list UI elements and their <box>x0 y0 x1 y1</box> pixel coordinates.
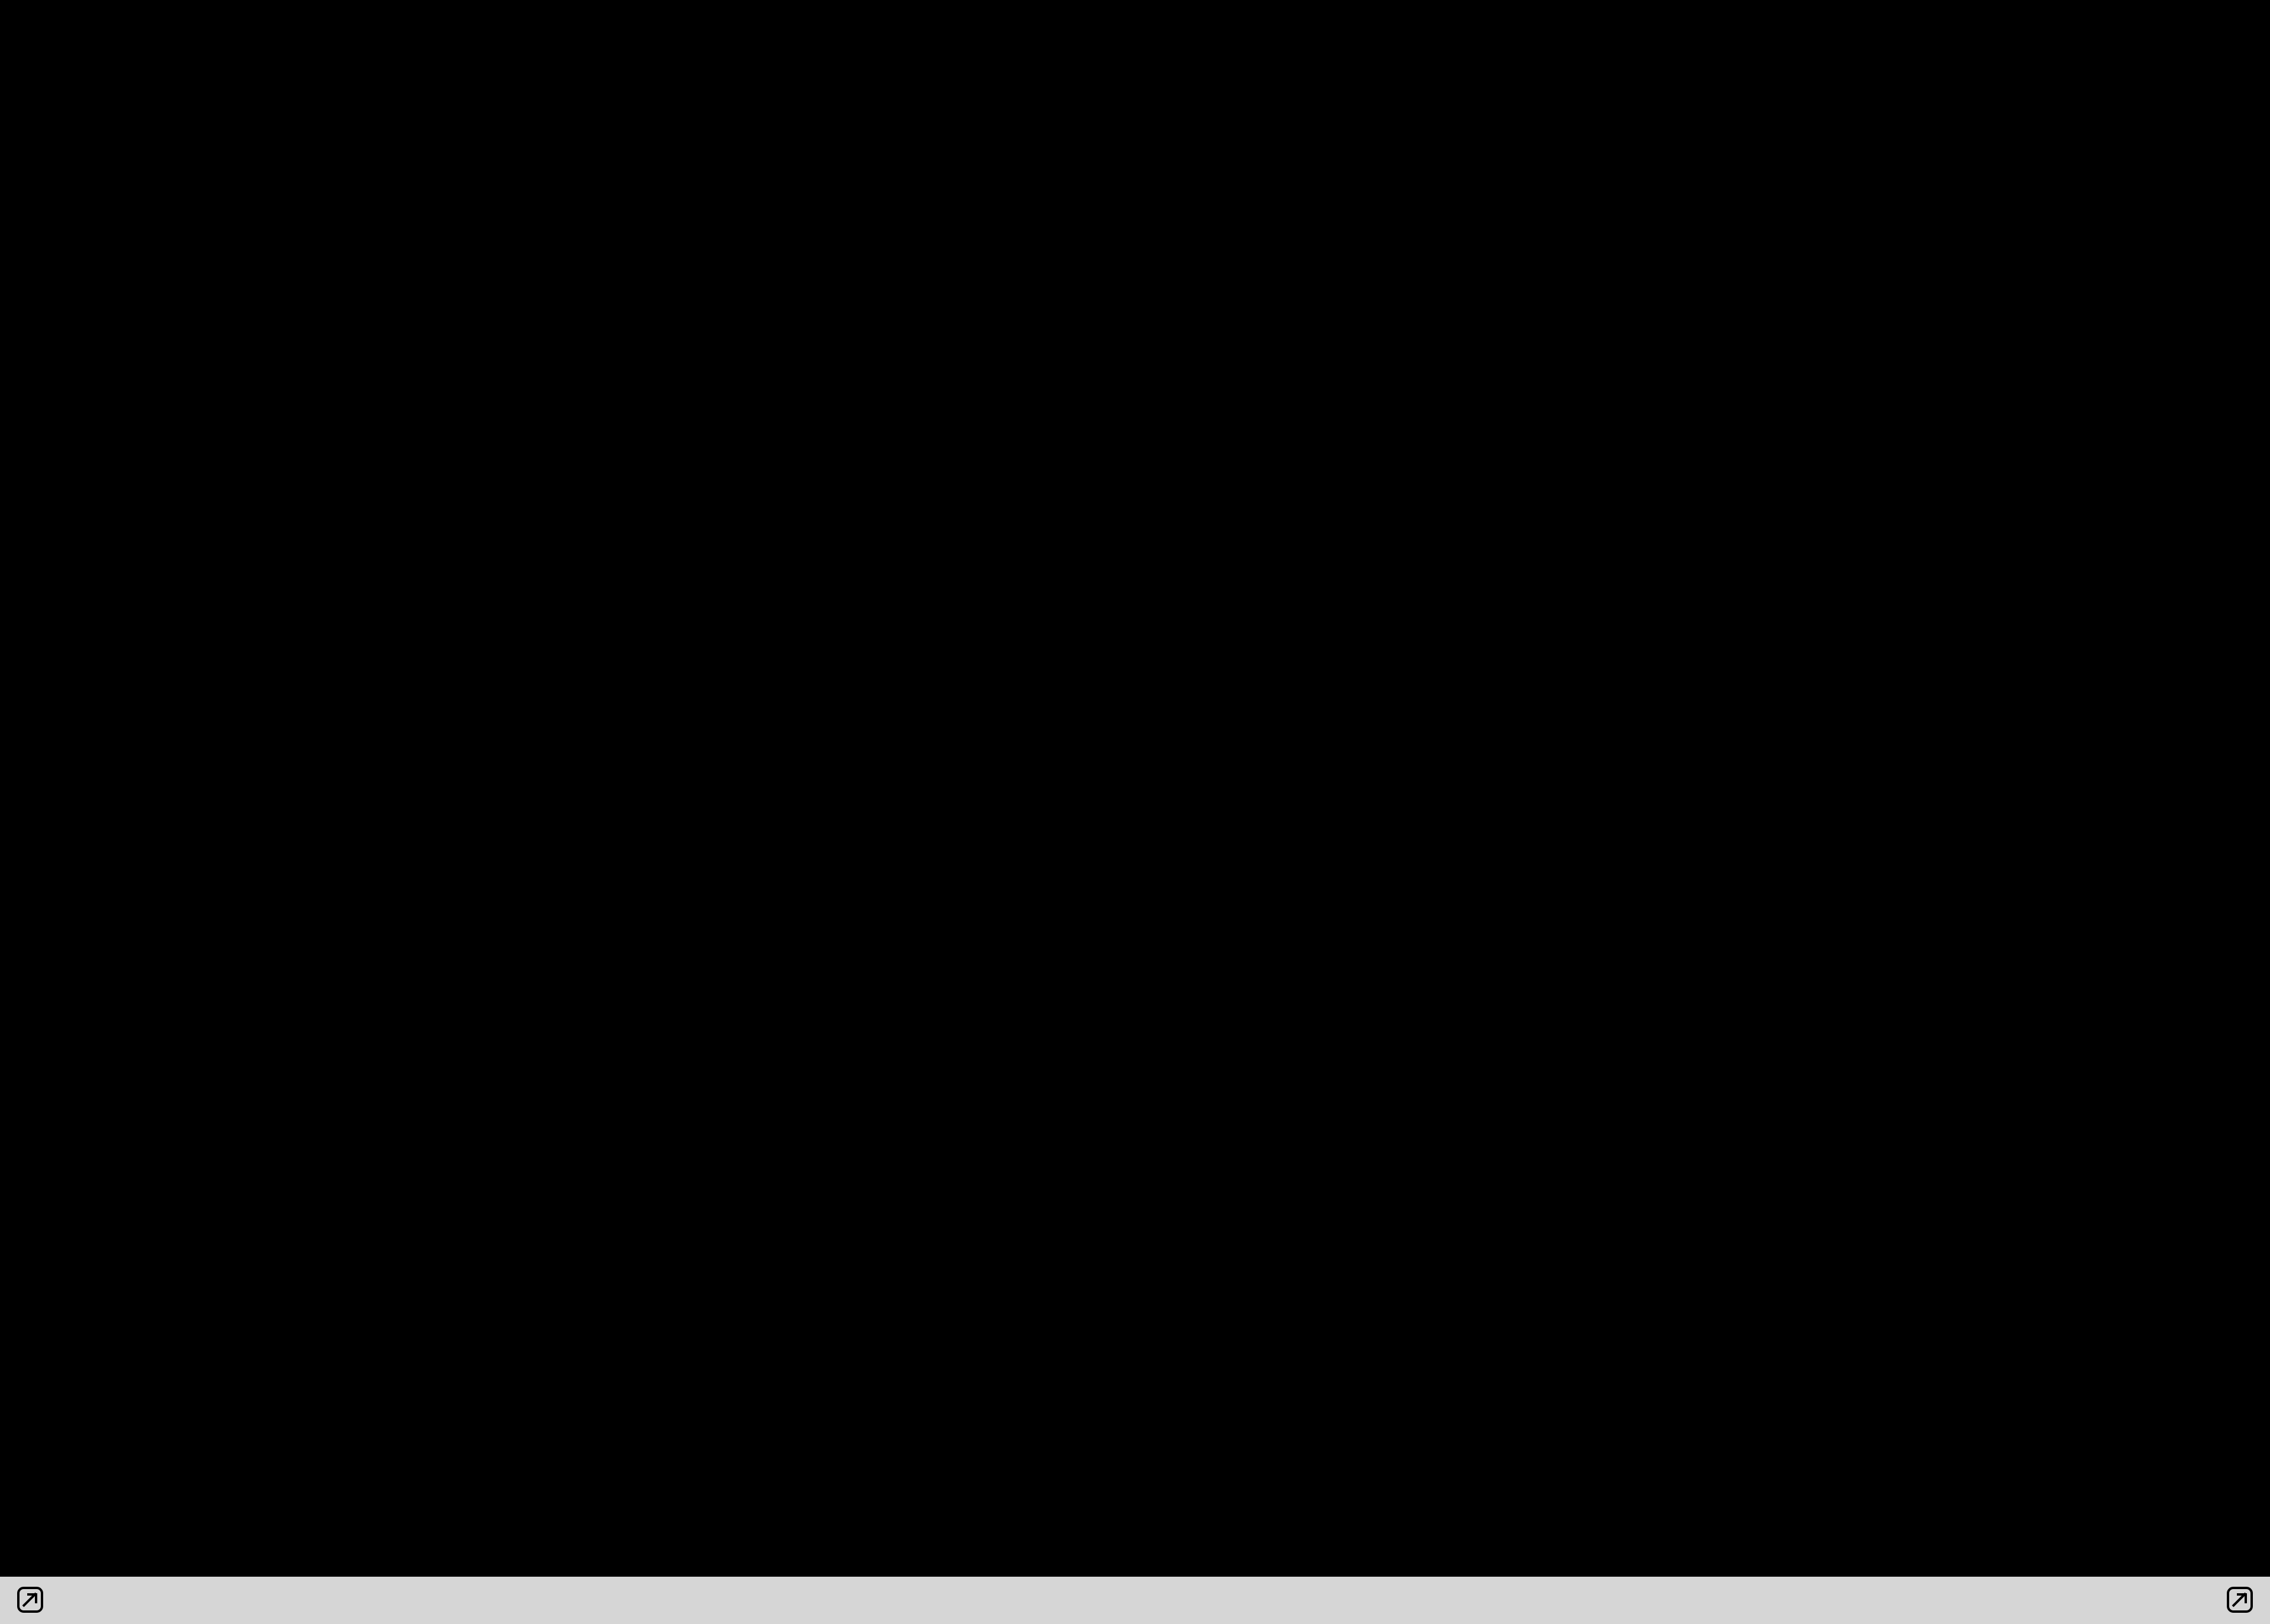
footer-bar <box>0 1577 2270 1624</box>
brand-logo-icon <box>2226 1586 2253 1613</box>
brand-logo-icon <box>17 1586 44 1613</box>
